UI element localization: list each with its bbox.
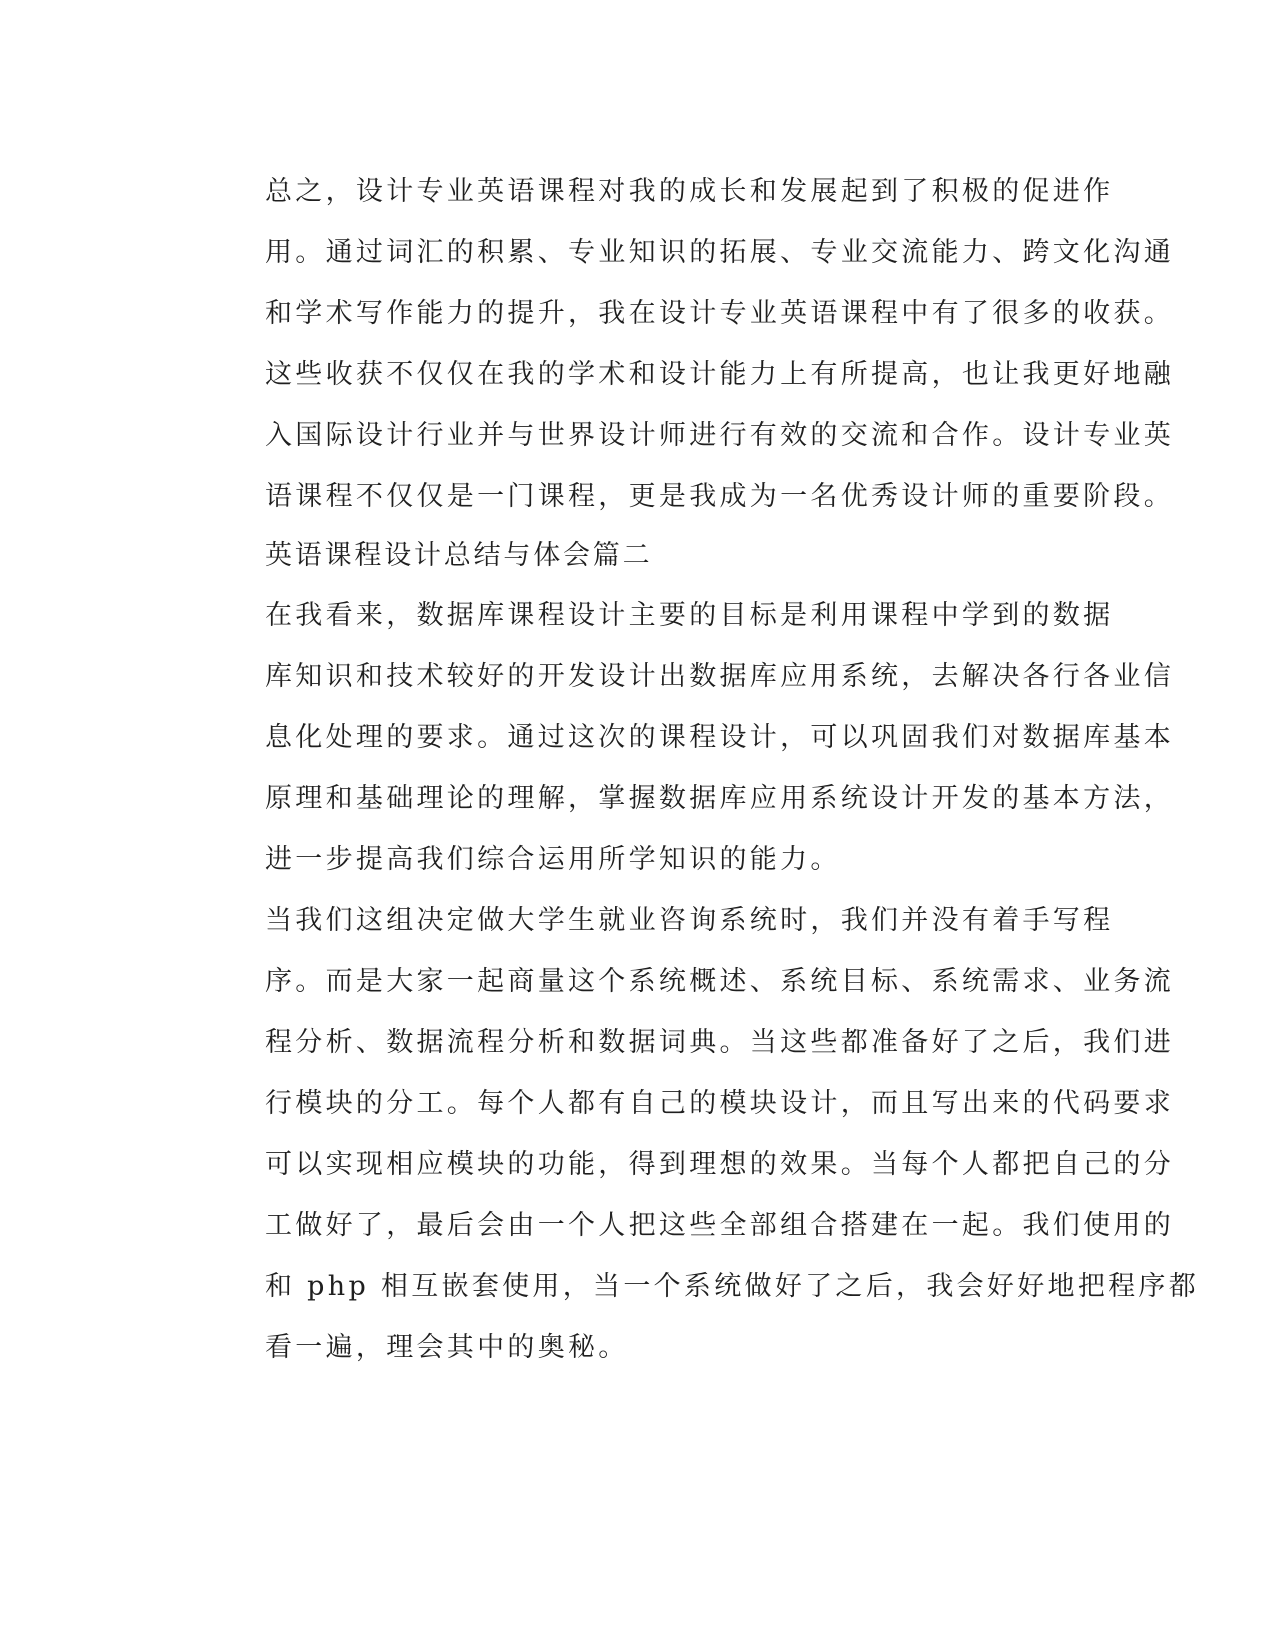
text-line: 进一步提高我们综合运用所学知识的能力。 — [265, 844, 841, 875]
text-line: 工做好了，最后会由一个人把这些全部组合搭建在一起。我们使用的 — [265, 1210, 1174, 1241]
paragraph-database-goal — [190, 585, 1174, 890]
text-line: 和学术写作能力的提升，我在设计专业英语课程中有了很多的收获。 — [265, 298, 1174, 329]
text-line: 看一遍，理会其中的奥秘。 — [265, 1332, 629, 1363]
text-line: 用。通过词汇的积累、专业知识的拓展、专业交流能力、跨文化沟通 — [265, 237, 1174, 268]
text-line: 当我们这组决定做大学生就业咨询系统时，我们并没有着手写程 — [265, 905, 1114, 936]
text-line: 行模块的分工。每个人都有自己的模块设计，而且写出来的代码要求 — [265, 1088, 1174, 1119]
paragraph-summary — [190, 161, 1174, 527]
text-line: 语课程不仅仅是一门课程，更是我成为一名优秀设计师的重要阶段。 — [265, 481, 1174, 512]
document-body — [190, 161, 1200, 1378]
text-line: 原理和基础理论的理解，掌握数据库应用系统设计开发的基本方法， — [265, 783, 1174, 814]
text-line: 程分析、数据流程分析和数据词典。当这些都准备好了之后，我们进 — [265, 1027, 1174, 1058]
text-line: 库知识和技术较好的开发设计出数据库应用系统，去解决各行各业信 — [265, 661, 1174, 692]
text-line: 和 php 相互嵌套使用，当一个系统做好了之后，我会好好地把程序都 — [265, 1271, 1200, 1302]
text-line: 在我看来，数据库课程设计主要的目标是利用课程中学到的数据 — [265, 600, 1114, 631]
text-line: 可以实现相应模块的功能，得到理想的效果。当每个人都把自己的分 — [265, 1149, 1174, 1180]
section-heading: 英语课程设计总结与体会篇二 — [265, 540, 653, 571]
text-line: 总之，设计专业英语课程对我的成长和发展起到了积极的促进作 — [265, 176, 1114, 207]
text-line: 序。而是大家一起商量这个系统概述、系统目标、系统需求、业务流 — [265, 966, 1174, 997]
text-line: 息化处理的要求。通过这次的课程设计，可以巩固我们对数据库基本 — [265, 722, 1174, 753]
text-line: 入国际设计行业并与世界设计师进行有效的交流和合作。设计专业英 — [265, 420, 1174, 451]
paragraph-system-development — [190, 890, 1200, 1378]
text-line: 这些收获不仅仅在我的学术和设计能力上有所提高，也让我更好地融 — [265, 359, 1174, 390]
